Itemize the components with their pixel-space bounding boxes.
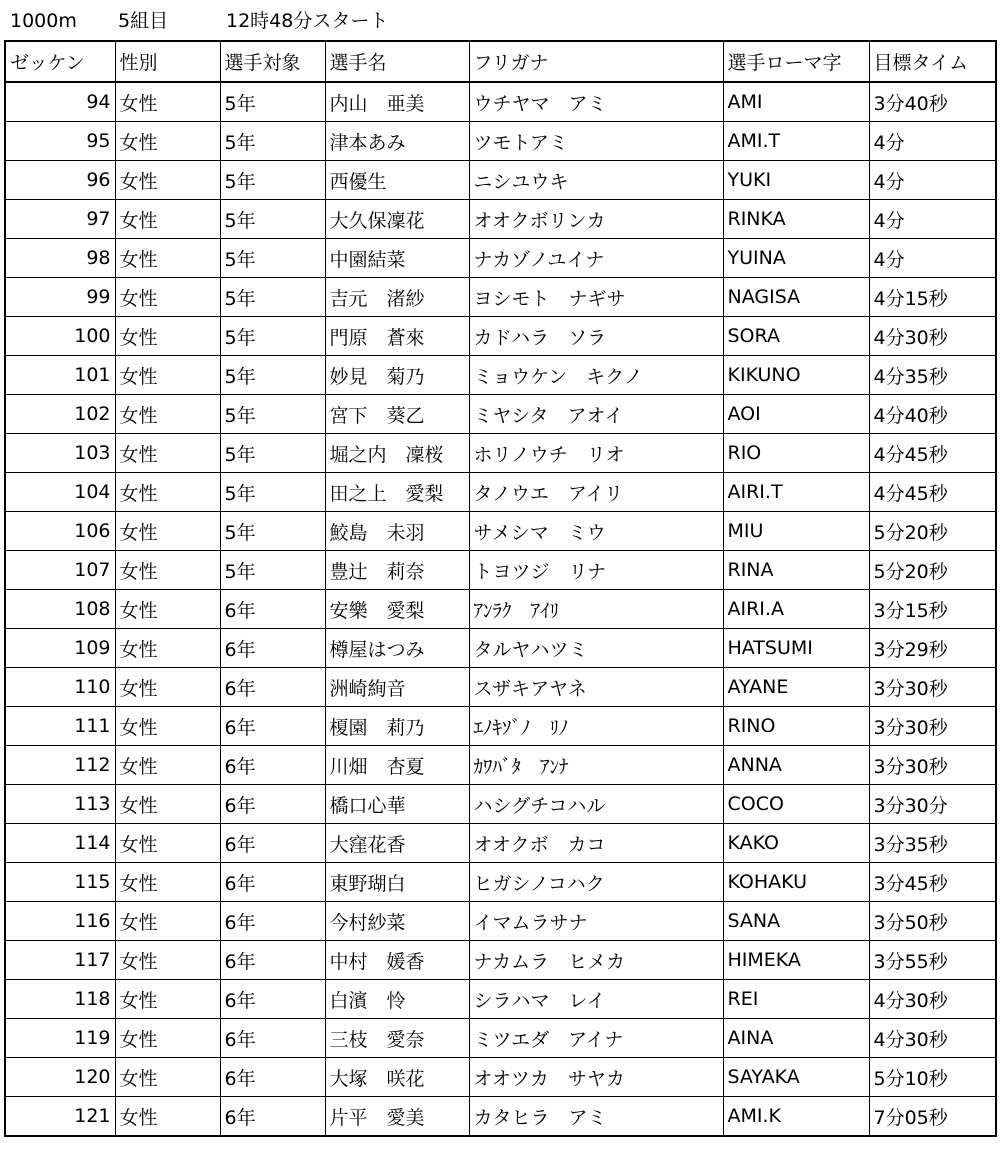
- target-time-cell: 7分05秒: [869, 1097, 996, 1137]
- furigana-cell: サメシマ ミウ: [469, 512, 723, 551]
- grade-cell: 5年: [220, 434, 325, 473]
- target-time-cell: 3分45秒: [869, 863, 996, 902]
- table-row: [5, 473, 996, 512]
- table-row: [5, 200, 996, 239]
- grade-cell: 5年: [220, 278, 325, 317]
- romaji-name-cell: AIRI.A: [723, 590, 869, 629]
- gender-cell: 女性: [115, 395, 220, 434]
- grade-cell: 6年: [220, 1097, 325, 1137]
- table-row: [5, 668, 996, 707]
- athlete-name-cell: 白濱 怜: [325, 980, 469, 1019]
- bib-number-cell: 109: [5, 629, 115, 668]
- start-time: 12時48分スタート: [226, 10, 389, 32]
- gender-cell: 女性: [115, 746, 220, 785]
- table-row: [5, 1019, 996, 1058]
- gender-cell: 女性: [115, 785, 220, 824]
- furigana-cell: カドハラ ソラ: [469, 317, 723, 356]
- furigana-cell: ツモトアミ: [469, 122, 723, 161]
- table-row: [5, 356, 996, 395]
- athlete-name-cell: 妙見 菊乃: [325, 356, 469, 395]
- romaji-name-cell: AINA: [723, 1019, 869, 1058]
- furigana-cell: ホリノウチ リオ: [469, 434, 723, 473]
- gender-cell: 女性: [115, 1058, 220, 1097]
- table-row: [5, 746, 996, 785]
- column-header-gender: 性別: [115, 41, 220, 82]
- grade-cell: 5年: [220, 317, 325, 356]
- athlete-name-cell: 片平 愛美: [325, 1097, 469, 1137]
- romaji-name-cell: COCO: [723, 785, 869, 824]
- romaji-name-cell: HATSUMI: [723, 629, 869, 668]
- table-row: [5, 941, 996, 980]
- athlete-name-cell: 榎園 莉乃: [325, 707, 469, 746]
- furigana-cell: ｱﾝﾗｸ ｱｲﾘ: [469, 590, 723, 629]
- grade-cell: 6年: [220, 1058, 325, 1097]
- romaji-name-cell: NAGISA: [723, 278, 869, 317]
- romaji-name-cell: RINA: [723, 551, 869, 590]
- furigana-cell: ヒガシノコハク: [469, 863, 723, 902]
- table-row: [5, 317, 996, 356]
- grade-cell: 5年: [220, 82, 325, 122]
- athlete-name-cell: 宮下 葵乙: [325, 395, 469, 434]
- athlete-name-cell: 中園結菜: [325, 239, 469, 278]
- table-body: [5, 82, 996, 1136]
- table-row: [5, 512, 996, 551]
- gender-cell: 女性: [115, 1019, 220, 1058]
- table-row: [5, 707, 996, 746]
- bib-number-cell: 120: [5, 1058, 115, 1097]
- athlete-name-cell: 津本あみ: [325, 122, 469, 161]
- target-time-cell: 4分40秒: [869, 395, 996, 434]
- sheet-heading: [0, 4, 1000, 38]
- athlete-name-cell: 豊辻 莉奈: [325, 551, 469, 590]
- header-row: [5, 41, 996, 82]
- gender-cell: 女性: [115, 434, 220, 473]
- target-time-cell: 4分45秒: [869, 434, 996, 473]
- furigana-cell: イマムラサナ: [469, 902, 723, 941]
- target-time-cell: 4分: [869, 122, 996, 161]
- romaji-name-cell: SAYAKA: [723, 1058, 869, 1097]
- table-row: [5, 785, 996, 824]
- target-time-cell: 4分30秒: [869, 980, 996, 1019]
- bib-number-cell: 102: [5, 395, 115, 434]
- furigana-cell: ナカムラ ヒメカ: [469, 941, 723, 980]
- race-distance: 1000m: [10, 10, 77, 32]
- bib-number-cell: 118: [5, 980, 115, 1019]
- grade-cell: 5年: [220, 161, 325, 200]
- bib-number-cell: 104: [5, 473, 115, 512]
- table-row: [5, 434, 996, 473]
- gender-cell: 女性: [115, 161, 220, 200]
- grade-cell: 5年: [220, 356, 325, 395]
- bib-number-cell: 94: [5, 82, 115, 122]
- furigana-cell: ニシユウキ: [469, 161, 723, 200]
- athlete-name-cell: 吉元 渚紗: [325, 278, 469, 317]
- grade-cell: 6年: [220, 863, 325, 902]
- gender-cell: 女性: [115, 590, 220, 629]
- furigana-cell: ミヤシタ アオイ: [469, 395, 723, 434]
- target-time-cell: 5分10秒: [869, 1058, 996, 1097]
- target-time-cell: 3分30秒: [869, 746, 996, 785]
- grade-cell: 5年: [220, 122, 325, 161]
- table-row: [5, 161, 996, 200]
- furigana-cell: タノウエ アイリ: [469, 473, 723, 512]
- romaji-name-cell: AYANE: [723, 668, 869, 707]
- athlete-name-cell: 大塚 咲花: [325, 1058, 469, 1097]
- bib-number-cell: 100: [5, 317, 115, 356]
- romaji-name-cell: HIMEKA: [723, 941, 869, 980]
- romaji-name-cell: KOHAKU: [723, 863, 869, 902]
- athlete-name-cell: 東野瑚白: [325, 863, 469, 902]
- romaji-name-cell: YUINA: [723, 239, 869, 278]
- athlete-name-cell: 内山 亜美: [325, 82, 469, 122]
- furigana-cell: ヨシモト ナギサ: [469, 278, 723, 317]
- target-time-cell: 4分30秒: [869, 1019, 996, 1058]
- target-time-cell: 5分20秒: [869, 551, 996, 590]
- table-row: [5, 122, 996, 161]
- target-time-cell: 4分30秒: [869, 317, 996, 356]
- bib-number-cell: 95: [5, 122, 115, 161]
- romaji-name-cell: REI: [723, 980, 869, 1019]
- furigana-cell: ウチヤマ アミ: [469, 82, 723, 122]
- bib-number-cell: 108: [5, 590, 115, 629]
- bib-number-cell: 117: [5, 941, 115, 980]
- grade-cell: 6年: [220, 746, 325, 785]
- entry-table: [4, 40, 997, 1137]
- romaji-name-cell: AMI.T: [723, 122, 869, 161]
- grade-cell: 6年: [220, 902, 325, 941]
- furigana-cell: ｶﾜﾊﾞﾀ ｱﾝﾅ: [469, 746, 723, 785]
- furigana-cell: タルヤハツミ: [469, 629, 723, 668]
- grade-cell: 5年: [220, 512, 325, 551]
- target-time-cell: 3分29秒: [869, 629, 996, 668]
- target-time-cell: 4分35秒: [869, 356, 996, 395]
- grade-cell: 5年: [220, 395, 325, 434]
- furigana-cell: トヨツジ リナ: [469, 551, 723, 590]
- table-row: [5, 239, 996, 278]
- bib-number-cell: 106: [5, 512, 115, 551]
- column-header-grade: 選手対象: [220, 41, 325, 82]
- table-row: [5, 82, 996, 122]
- table-row: [5, 902, 996, 941]
- bib-number-cell: 99: [5, 278, 115, 317]
- column-header-athlete-name: 選手名: [325, 41, 469, 82]
- romaji-name-cell: SORA: [723, 317, 869, 356]
- athlete-name-cell: 田之上 愛梨: [325, 473, 469, 512]
- bib-number-cell: 114: [5, 824, 115, 863]
- grade-cell: 6年: [220, 824, 325, 863]
- grade-cell: 5年: [220, 473, 325, 512]
- grade-cell: 6年: [220, 785, 325, 824]
- gender-cell: 女性: [115, 200, 220, 239]
- gender-cell: 女性: [115, 317, 220, 356]
- column-header-romaji-name: 選手ローマ字: [723, 41, 869, 82]
- column-header-furigana: フリガナ: [469, 41, 723, 82]
- target-time-cell: 4分: [869, 200, 996, 239]
- athlete-name-cell: 大窪花香: [325, 824, 469, 863]
- furigana-cell: スザキアヤネ: [469, 668, 723, 707]
- grade-cell: 6年: [220, 629, 325, 668]
- target-time-cell: 3分30秒: [869, 668, 996, 707]
- furigana-cell: オオクボリンカ: [469, 200, 723, 239]
- athlete-name-cell: 三枝 愛奈: [325, 1019, 469, 1058]
- table-header: [5, 41, 996, 82]
- gender-cell: 女性: [115, 629, 220, 668]
- grade-cell: 6年: [220, 707, 325, 746]
- romaji-name-cell: AIRI.T: [723, 473, 869, 512]
- romaji-name-cell: MIU: [723, 512, 869, 551]
- romaji-name-cell: AMI.K: [723, 1097, 869, 1137]
- target-time-cell: 3分40秒: [869, 82, 996, 122]
- table-row: [5, 278, 996, 317]
- furigana-cell: オオツカ サヤカ: [469, 1058, 723, 1097]
- romaji-name-cell: RIO: [723, 434, 869, 473]
- gender-cell: 女性: [115, 941, 220, 980]
- furigana-cell: ミョウケン キクノ: [469, 356, 723, 395]
- target-time-cell: 3分30分: [869, 785, 996, 824]
- target-time-cell: 4分45秒: [869, 473, 996, 512]
- grade-cell: 6年: [220, 590, 325, 629]
- athlete-name-cell: 樽屋はつみ: [325, 629, 469, 668]
- bib-number-cell: 111: [5, 707, 115, 746]
- furigana-cell: ナカゾノユイナ: [469, 239, 723, 278]
- bib-number-cell: 107: [5, 551, 115, 590]
- target-time-cell: 3分50秒: [869, 902, 996, 941]
- romaji-name-cell: ANNA: [723, 746, 869, 785]
- athlete-name-cell: 門原 蒼來: [325, 317, 469, 356]
- bib-number-cell: 119: [5, 1019, 115, 1058]
- athlete-name-cell: 大久保凜花: [325, 200, 469, 239]
- romaji-name-cell: RINO: [723, 707, 869, 746]
- gender-cell: 女性: [115, 980, 220, 1019]
- bib-number-cell: 121: [5, 1097, 115, 1137]
- bib-number-cell: 113: [5, 785, 115, 824]
- athlete-name-cell: 中村 媛香: [325, 941, 469, 980]
- gender-cell: 女性: [115, 122, 220, 161]
- bib-number-cell: 98: [5, 239, 115, 278]
- romaji-name-cell: KAKO: [723, 824, 869, 863]
- target-time-cell: 4分: [869, 239, 996, 278]
- table-row: [5, 980, 996, 1019]
- table-row: [5, 1097, 996, 1137]
- heat-number: 5組目: [118, 10, 169, 32]
- grade-cell: 6年: [220, 980, 325, 1019]
- furigana-cell: ミツエダ アイナ: [469, 1019, 723, 1058]
- table-row: [5, 395, 996, 434]
- athlete-name-cell: 鮫島 未羽: [325, 512, 469, 551]
- bib-number-cell: 112: [5, 746, 115, 785]
- gender-cell: 女性: [115, 863, 220, 902]
- bib-number-cell: 116: [5, 902, 115, 941]
- target-time-cell: 3分15秒: [869, 590, 996, 629]
- gender-cell: 女性: [115, 473, 220, 512]
- grade-cell: 5年: [220, 551, 325, 590]
- grade-cell: 6年: [220, 668, 325, 707]
- furigana-cell: シラハマ レイ: [469, 980, 723, 1019]
- athlete-name-cell: 橋口心華: [325, 785, 469, 824]
- furigana-cell: ｴﾉｷｿﾞﾉ ﾘﾉ: [469, 707, 723, 746]
- gender-cell: 女性: [115, 239, 220, 278]
- table-row: [5, 824, 996, 863]
- target-time-cell: 3分30秒: [869, 707, 996, 746]
- target-time-cell: 4分: [869, 161, 996, 200]
- gender-cell: 女性: [115, 1097, 220, 1137]
- athlete-name-cell: 安樂 愛梨: [325, 590, 469, 629]
- romaji-name-cell: RINKA: [723, 200, 869, 239]
- table-row: [5, 1058, 996, 1097]
- athlete-name-cell: 堀之内 凜桜: [325, 434, 469, 473]
- bib-number-cell: 103: [5, 434, 115, 473]
- gender-cell: 女性: [115, 824, 220, 863]
- romaji-name-cell: YUKI: [723, 161, 869, 200]
- athlete-name-cell: 洲崎絢音: [325, 668, 469, 707]
- target-time-cell: 3分35秒: [869, 824, 996, 863]
- gender-cell: 女性: [115, 512, 220, 551]
- gender-cell: 女性: [115, 278, 220, 317]
- gender-cell: 女性: [115, 356, 220, 395]
- romaji-name-cell: AOI: [723, 395, 869, 434]
- athlete-name-cell: 西優生: [325, 161, 469, 200]
- athlete-name-cell: 今村紗菜: [325, 902, 469, 941]
- gender-cell: 女性: [115, 707, 220, 746]
- grade-cell: 6年: [220, 941, 325, 980]
- bib-number-cell: 97: [5, 200, 115, 239]
- bib-number-cell: 115: [5, 863, 115, 902]
- athlete-name-cell: 川畑 杏夏: [325, 746, 469, 785]
- romaji-name-cell: KIKUNO: [723, 356, 869, 395]
- furigana-cell: カタヒラ アミ: [469, 1097, 723, 1137]
- table-row: [5, 863, 996, 902]
- furigana-cell: ハシグチコハル: [469, 785, 723, 824]
- target-time-cell: 4分15秒: [869, 278, 996, 317]
- column-header-target-time: 目標タイム: [869, 41, 996, 82]
- gender-cell: 女性: [115, 82, 220, 122]
- romaji-name-cell: AMI: [723, 82, 869, 122]
- gender-cell: 女性: [115, 902, 220, 941]
- table-row: [5, 590, 996, 629]
- table-row: [5, 629, 996, 668]
- gender-cell: 女性: [115, 551, 220, 590]
- grade-cell: 5年: [220, 200, 325, 239]
- grade-cell: 5年: [220, 239, 325, 278]
- table-row: [5, 551, 996, 590]
- romaji-name-cell: SANA: [723, 902, 869, 941]
- bib-number-cell: 110: [5, 668, 115, 707]
- bib-number-cell: 96: [5, 161, 115, 200]
- gender-cell: 女性: [115, 668, 220, 707]
- target-time-cell: 3分55秒: [869, 941, 996, 980]
- bib-number-cell: 101: [5, 356, 115, 395]
- furigana-cell: オオクボ カコ: [469, 824, 723, 863]
- column-header-bib-number: ゼッケン: [5, 41, 115, 82]
- target-time-cell: 5分20秒: [869, 512, 996, 551]
- grade-cell: 6年: [220, 1019, 325, 1058]
